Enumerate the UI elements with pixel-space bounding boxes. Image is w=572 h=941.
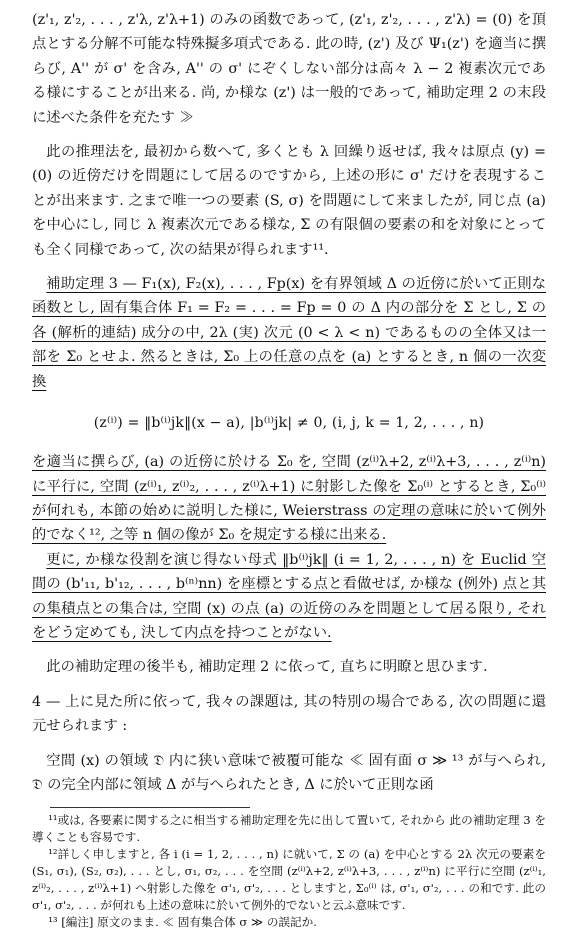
lemma-3-second-half: 更に, か様な役割を演じ得ない母式 ‖b⁽ⁱ⁾jk‖ (i = 1, 2, . . . , n) を Euclid 空間の (b'₁₁, b'₁₂, . . . , b⁽ⁿ⁾nn) を座標とする点と看做せば, か様な (例外) 点と其の集積点との集合は, 空間 (x) の点 (a) の近傍のみを問題として居る限り, それをどう定めても, 決して内点を持つことがない. — [32, 551, 546, 641]
footnote-13: ¹³ [編注] 原文のまま. ≪ 固有集合体 σ ≫ の誤記か. — [48, 915, 317, 930]
lemma-3-projection: を適当に撰らび, (a) の近傍に於ける Σ₀ を, 空間 (z⁽ⁱ⁾λ+2, z⁽ⁱ⁾λ+3, . . . , z⁽ⁱ⁾n) に平行に, 空間 (z⁽ⁱ⁾₁, z⁽ⁱ⁾₂, . . . , z⁽ⁱ⁾λ+1) に射影した像を Σ₀⁽ⁱ⁾ とするとき, Σ₀⁽ⁱ⁾ が何れも, 本節の始めに説明した様に, Weierstrass の定理の意味に於いて例外的でなく¹², 之等 n 個の像が Σ₀ を規定する様に出来る. — [32, 454, 546, 544]
footnote-11: ¹¹或は, 各要素に関する之に相当する補助定理を先に出して置いて, それから 此の補助定理 3 を導くことも容易です. — [32, 813, 546, 845]
lemma-3-statement: 補助定理 3 — F₁(x), F₂(x), . . . , Fp(x) を有界領域 Δ の近傍に於いて正則な函数とし, 固有集合体 F₁ = F₂ = . . . = Fp = 0 の Δ 内の部分を Σ とし, Σ の各 (解析的連結) 成分の中, 2λ (実) 次元 (0 < λ < n) であるものの全体又は一部を Σ₀ とせよ. 然るときは, Σ₀ 上の任意の点を (a) とするとき, n 個の一次変換 — [32, 276, 546, 390]
paragraph-reasoning: 此の推理法を, 最初から数へて, 多くとも λ 回繰り返せば, 我々は原点 (y) = (0) の近傍だけを問題にして居るのですから, 上述の形に σ' だけを表現することが出来ます. 之まで唯一つの要素 (S, σ) を問題にして来ましたが, 同じ点 (a) を中心にし, 同じ λ 複素次元である様な, Σ の有限個の要素の和を対象にとっても全く同様であって, 次の結果が得られます¹¹. — [32, 144, 546, 258]
paragraph-problem: 空間 (x) の領域 𝔇 内に狭い意味で被覆可能な ≪ 固有面 σ ≫ ¹³ が与へられ, 𝔇 の完全内部に領域 Δ が与へられたとき, Δ に於いて正則な函 — [32, 752, 546, 793]
equation-linear-transform: (z⁽ⁱ⁾) = ‖b⁽ⁱ⁾jk‖(x − a), |b⁽ⁱ⁾jk| ≠ 0, (i, j, k = 1, 2, . . . , n) — [93, 415, 485, 432]
section-4-intro: 4 — 上に見た所に依って, 我々の課題は, 其の特別の場合である, 次の問題に還元せられます : — [32, 693, 546, 735]
footnote-12: ¹²詳しく申しますと, 各 i (i = 1, 2, . . . , n) に就いて, Σ の (a) を中心とする 2λ 次元の要素を (S₁, σ₁), (S₂, σ₂), . . . とし, σ₁, σ₂, . . . を空間 (z⁽ⁱ⁾λ+2, z⁽ⁱ⁾λ+3, . . . , z⁽ⁱ⁾n) に平行に空間 (z⁽ⁱ⁾₁, z⁽ⁱ⁾₂, . . . , z⁽ⁱ⁾λ+1) へ射影した像を σ'₁, σ'₂, . . . としますと, Σ₀⁽ⁱ⁾ は, σ'₁, σ'₂, . . . の和です. 此の σ'₁, σ'₂, . . . が何れも上述の意味に於いて例外的でないと云ふ意味です. — [32, 847, 546, 913]
paragraph-lemma-remark: 此の補助定理の後半も, 補助定理 2 に依って, 直ちに明瞭と思ひます. — [46, 659, 488, 676]
lemma-3 — [32, 272, 546, 645]
paragraph-continuation: (z'₁, z'₂, . . . , z'λ, z'λ+1) のみの函数であって, (z'₁, z'₂, . . . , z'λ) = (0) を頂点とする分解不可能な特殊擬多項式である. 此の時, (z') 及び Ψ₁(z') を適当に撰らび, A'' が σ' を含み, A'' の σ' にぞくしない部分は高々 λ − 2 複素次元である様にすることが出来る. 尚, か様な (z') は一般的であって, 補助定理 2 の末段に述べた条件を充たす ≫ — [32, 12, 546, 126]
footnote-rule — [50, 807, 250, 808]
